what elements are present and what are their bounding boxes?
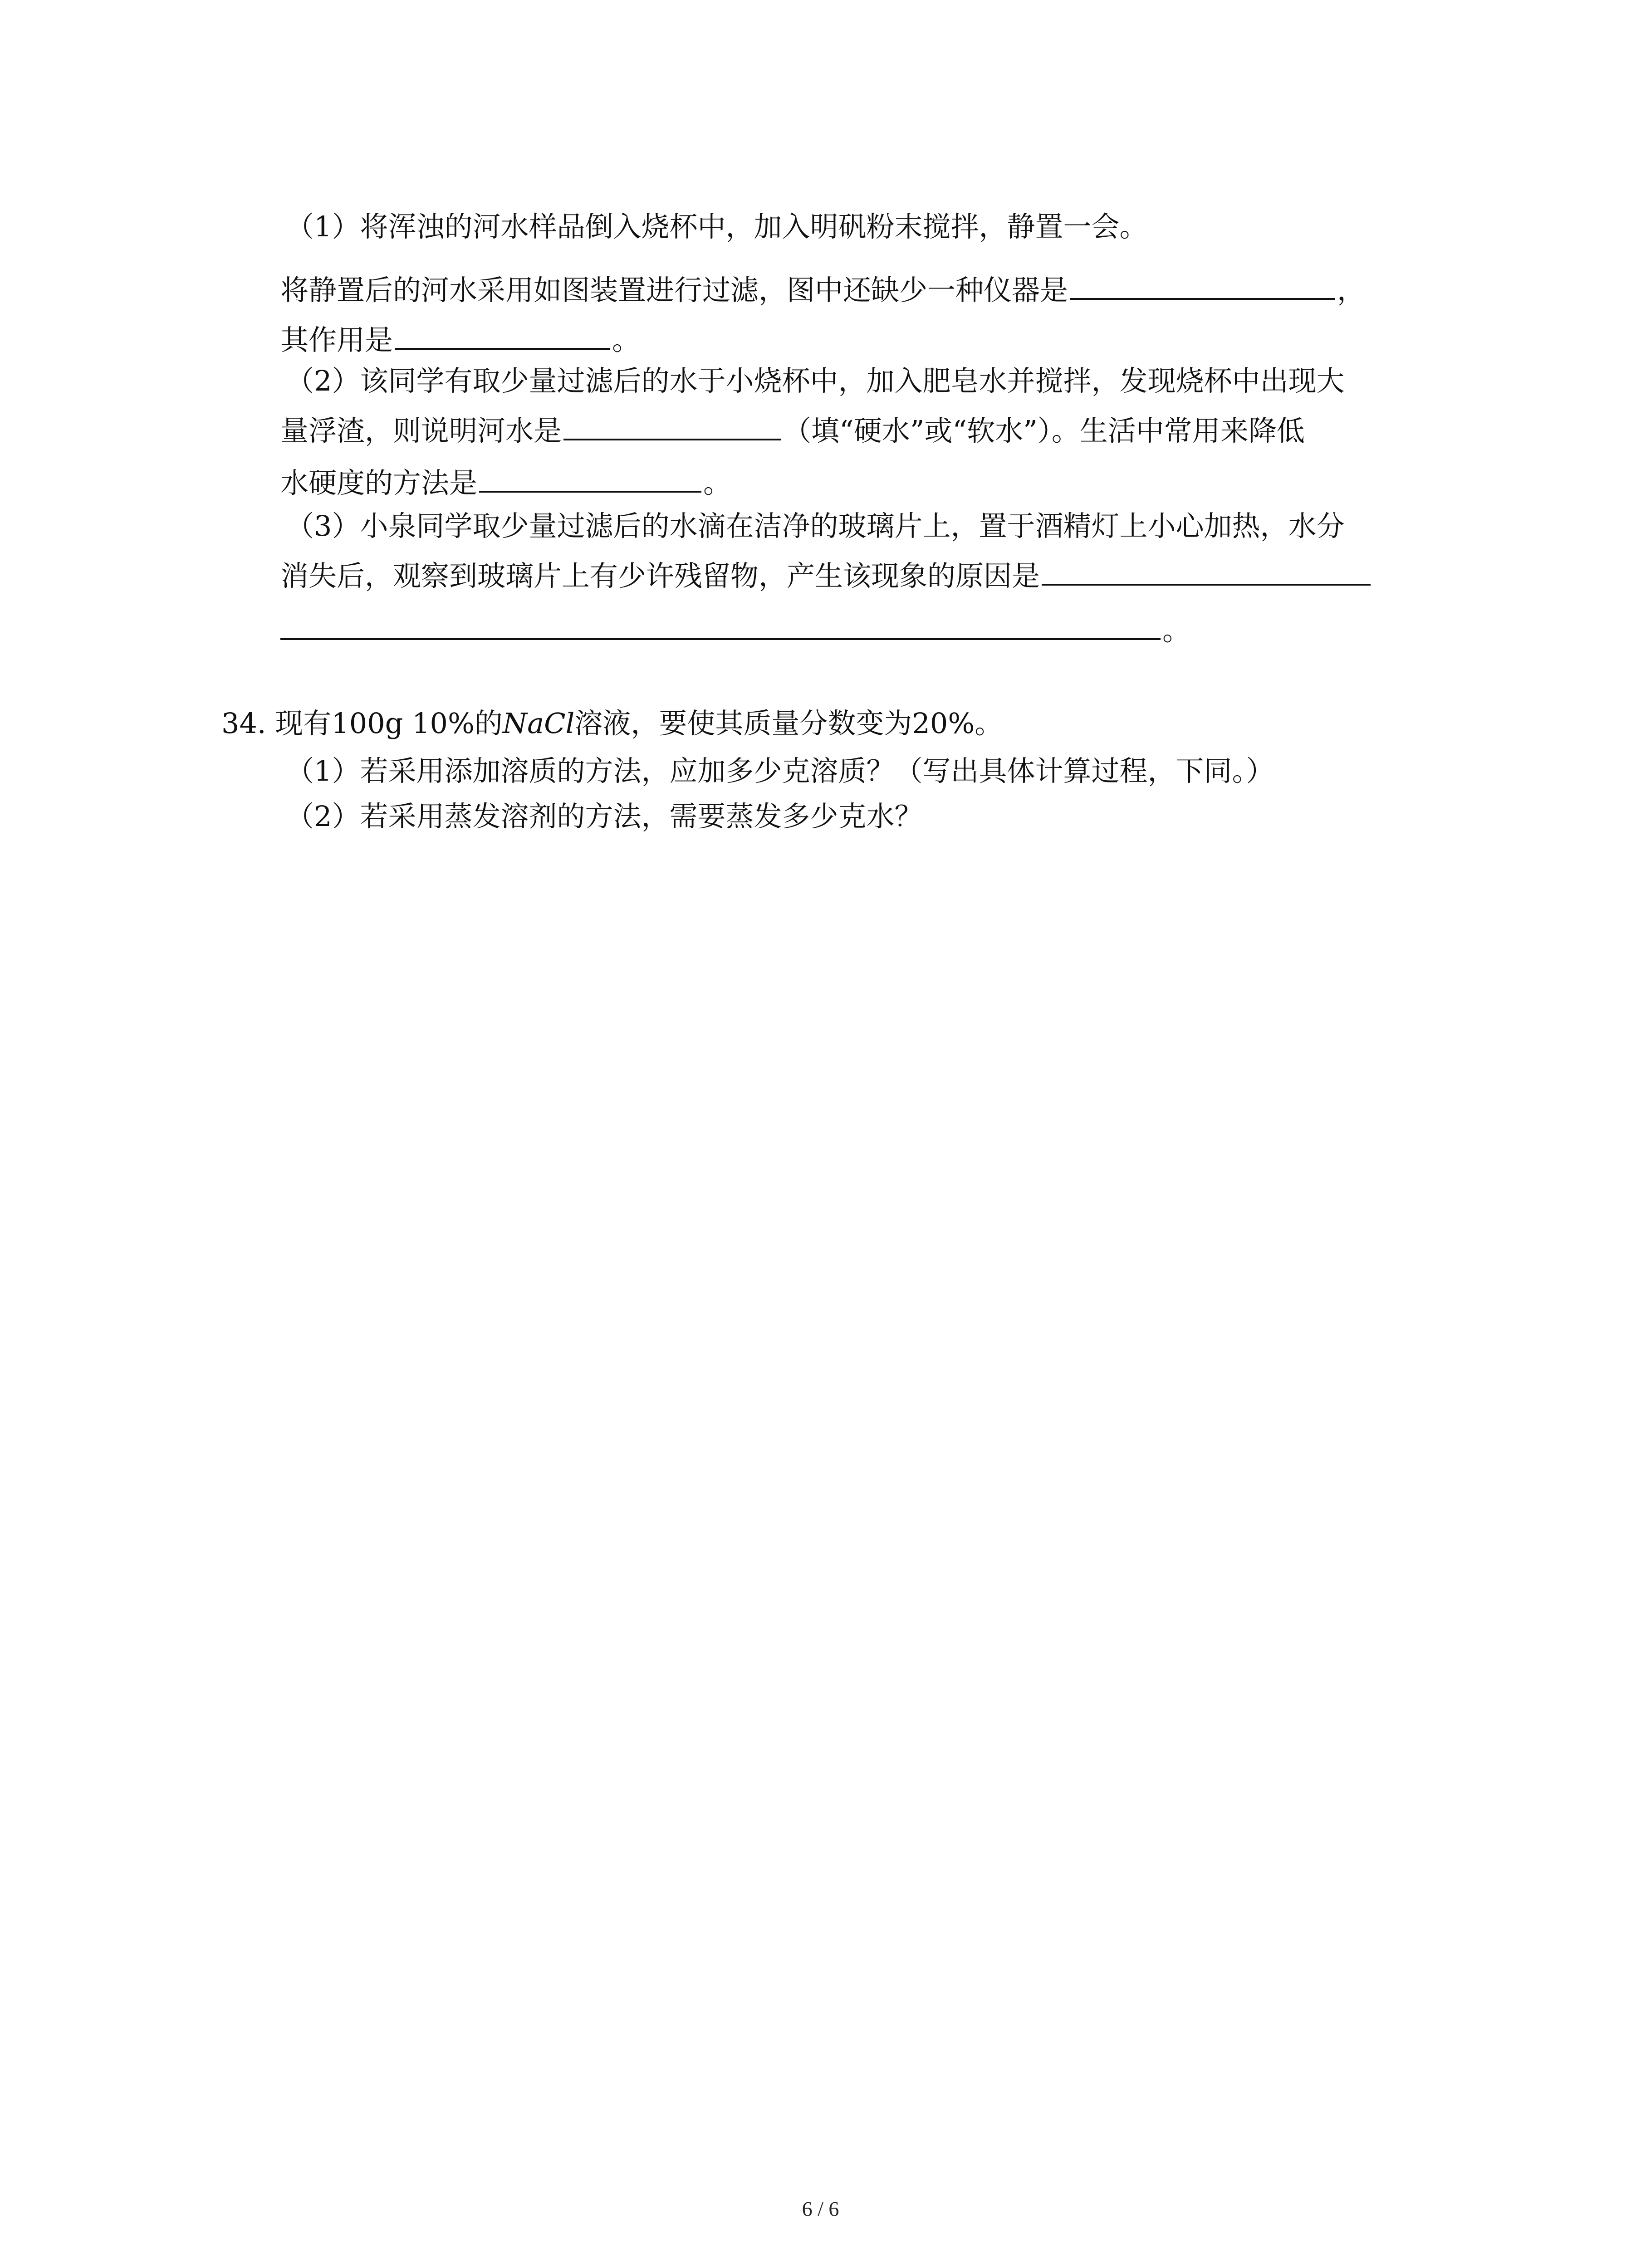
- q33-part1-line3: [280, 315, 640, 361]
- q33-part3-reason-text: 消失后，观察到玻璃片上有少许残留物，产生该现象的原因是: [280, 559, 1040, 592]
- q33-part3-text: （3）小泉同学取少量过滤后的水滴在洁净的玻璃片上，置于酒精灯上小心加热，水分: [286, 509, 1345, 543]
- q34-sub2: [286, 794, 922, 839]
- q34-stem-text-a: 现有: [275, 707, 332, 740]
- answer-blank-instrument[interactable]: [1070, 265, 1335, 300]
- q34-percent-target: 20%: [912, 707, 975, 740]
- page-number: 6 / 6: [802, 2197, 839, 2220]
- q33-part2-hint-text: （填“硬水”或“软水”）。生活中常用来降低: [783, 414, 1305, 447]
- q33-part1-comma: ，: [1337, 274, 1366, 307]
- q33-part2-water-type-text: 量浮渣，则说明河水是: [280, 414, 562, 447]
- answer-blank-reason-1[interactable]: [1042, 551, 1371, 586]
- q33-part2-line1: [286, 358, 1344, 404]
- answer-blank-function[interactable]: [395, 315, 610, 350]
- q33-part2-method-text: 水硬度的方法是: [280, 466, 478, 499]
- q34-stem: [221, 701, 1003, 746]
- answer-blank-reason-2[interactable]: [280, 606, 1161, 640]
- q34-number: 34.: [221, 707, 266, 740]
- q33-part3-period: 。: [1162, 614, 1191, 647]
- q34-stem-text-d: 。: [975, 707, 1003, 740]
- answer-blank-softening-method[interactable]: [479, 458, 701, 493]
- q33-part2-line3: [280, 458, 731, 503]
- answer-blank-water-type[interactable]: [563, 406, 781, 440]
- q33-part2-line2: [280, 406, 1305, 451]
- q33-part1-text: （1）将浑浊的河水样品倒入烧杯中，加入明矾粉末搅拌，静置一会。: [286, 210, 1148, 243]
- q33-part3-line3: [280, 606, 1190, 651]
- q33-part3-line2: [280, 551, 1372, 596]
- q34-sub1-text: （1）若采用添加溶质的方法，应加多少克溶质？（写出具体计算过程，下同。）: [286, 754, 1274, 787]
- q33-part1-line1: [286, 204, 1147, 249]
- q34-sub1: [286, 748, 1274, 794]
- q34-sub2-text: （2）若采用蒸发溶剂的方法，需要蒸发多少克水？: [286, 800, 923, 833]
- q33-part3-line1: [286, 503, 1344, 549]
- q34-stem-text-b: 的: [474, 707, 503, 740]
- q33-part1-line2: [280, 265, 1365, 311]
- q33-part1-period: 。: [612, 323, 641, 357]
- q34-percent-initial: 10%: [412, 707, 475, 740]
- q33-part2-text: （2）该同学有取少量过滤后的水于小烧杯中，加入肥皂水并搅拌，发现烧杯中出现大: [286, 364, 1345, 397]
- q34-formula: NaCl: [502, 707, 575, 740]
- q34-mass: 100g: [331, 707, 403, 740]
- q33-part1-instrument-text: 将静置后的河水采用如图装置进行过滤，图中还缺少一种仪器是: [280, 274, 1068, 307]
- q34-stem-text-c: 溶液，要使其质量分数变为: [574, 707, 912, 740]
- q33-part1-function-text: 其作用是: [280, 323, 393, 357]
- q33-part2-period: 。: [703, 466, 732, 499]
